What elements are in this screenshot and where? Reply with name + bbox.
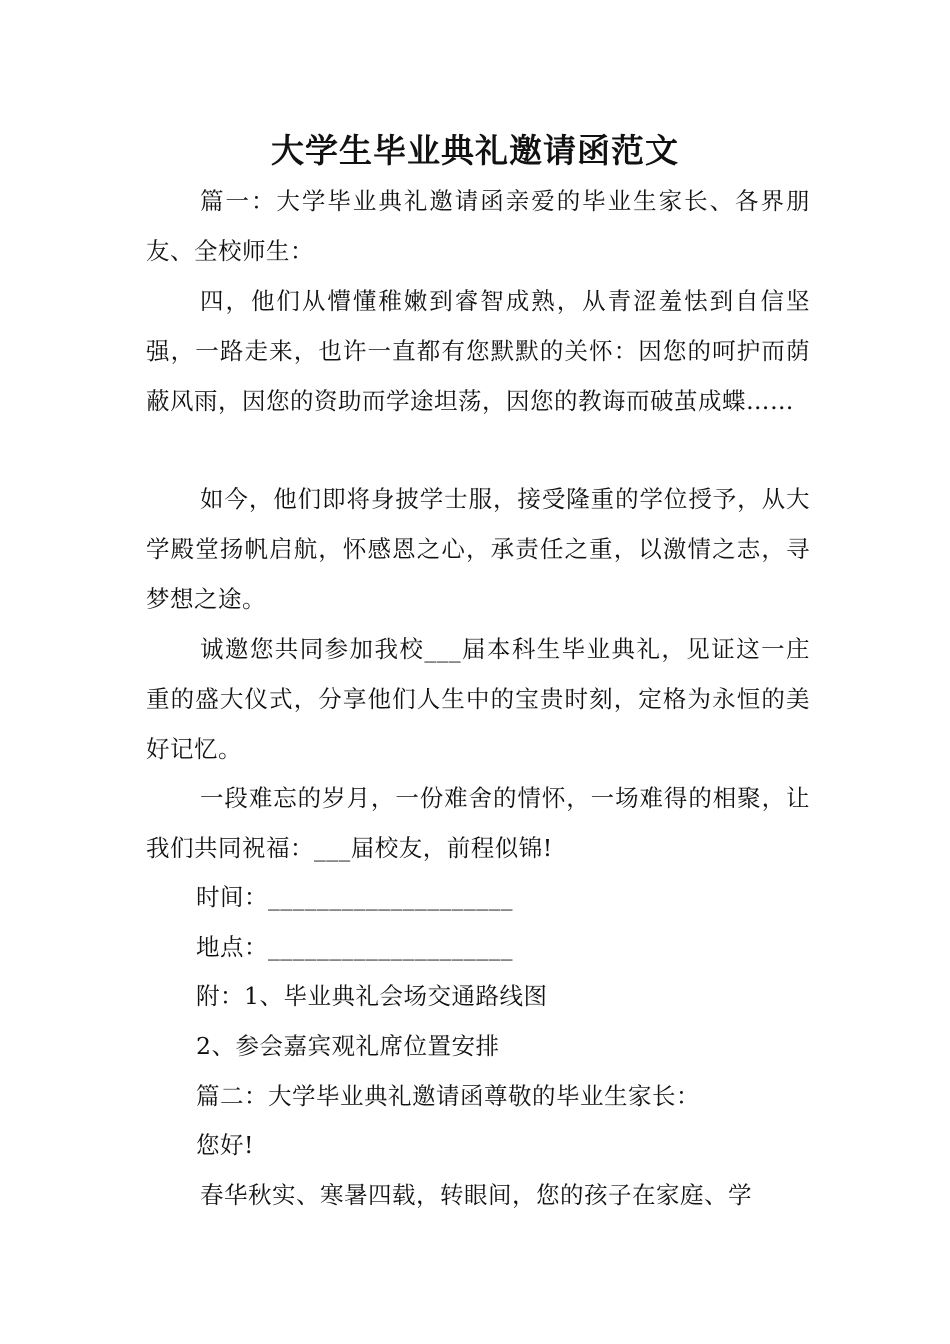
section-two-heading: 篇二：大学毕业典礼邀请函尊敬的毕业生家长： [196,1082,700,1110]
paragraph-section-one-heading: 篇一：大学毕业典礼邀请函亲爱的毕业生家长、各界朋友、全校师生： [146,187,810,265]
attachment-line-2: 2、参会嘉宾观礼席位置安排 [196,1032,500,1060]
greeting-line: 您好! [196,1131,254,1159]
paragraph-invitation: 诚邀您共同参加我校___届本科生毕业典礼，见证这一庄重的盛大仪式，分享他们人生中的宝贵时刻，定格为永恒的美好记忆。 [146,635,810,763]
document-title: 大学生毕业典礼邀请函范文 [271,131,679,170]
paragraph-section-two-body: 春华秋实、寒暑四载，转眼间，您的孩子在家庭、学 [200,1181,752,1209]
paragraph-blessing: 一段难忘的岁月，一份难舍的情怀，一场难得的相聚，让我们共同祝福：___届校友，前程似锦! [146,784,810,862]
attachment-line-1: 附：1、毕业典礼会场交通路线图 [196,982,548,1010]
place-line: 地点：____________________ [196,933,513,961]
paragraph-graduation: 如今，他们即将身披学士服，接受隆重的学位授予，从大学殿堂扬帆启航，怀感恩之心，承责任之重，以激情之志，寻梦想之途。 [146,485,810,613]
paragraph-care: 四，他们从懵懂稚嫩到睿智成熟，从青涩羞怯到自信坚强，一路走来，也许一直都有您默默的关怀：因您的呵护而荫蔽风雨，因您的资助而学途坦荡，因您的教诲而破茧成蝶…… [146,287,810,415]
time-line: 时间：____________________ [196,883,513,911]
